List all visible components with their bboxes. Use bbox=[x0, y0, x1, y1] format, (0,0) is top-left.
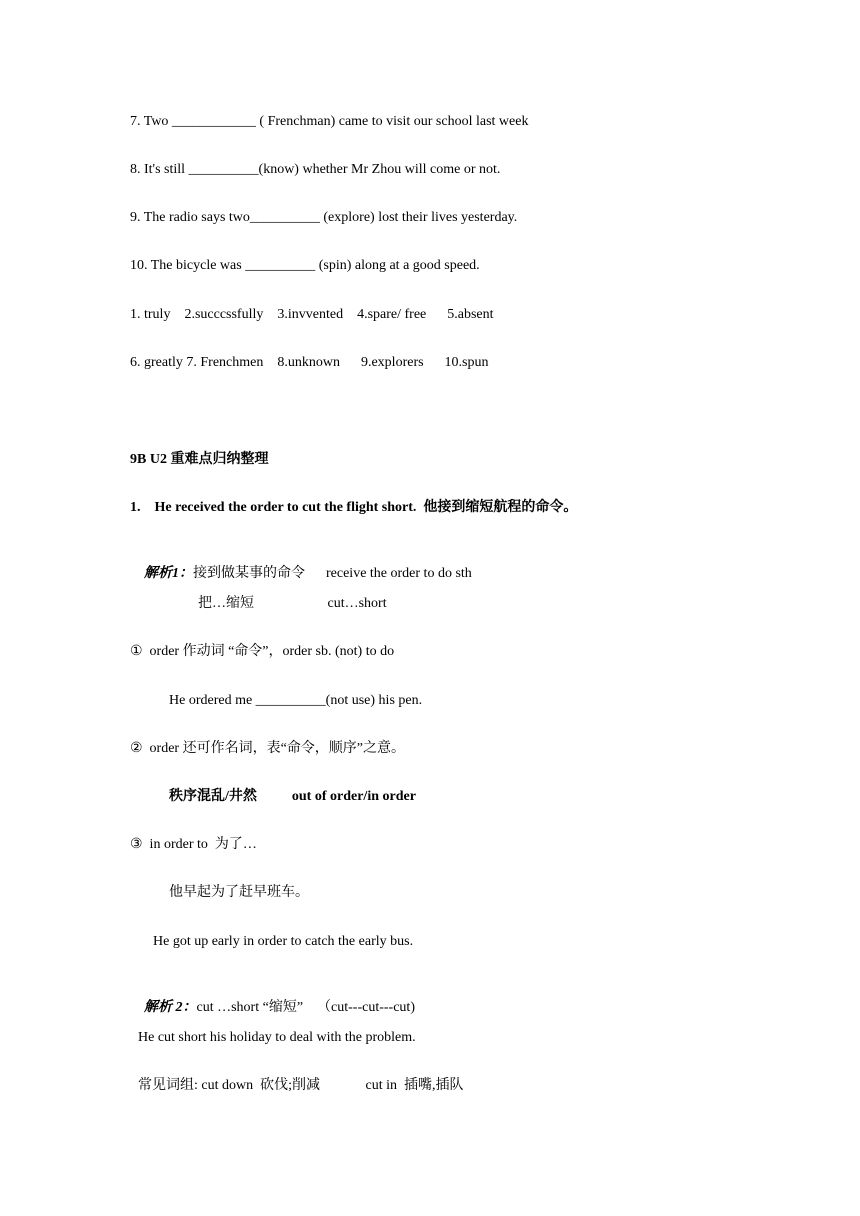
analysis-2-label: 解析 2： bbox=[144, 1000, 197, 1015]
order-noun-line: ② order 还可作名词，表“命令，顺序”之意。 bbox=[130, 741, 406, 756]
answer-line-1: 1. truly 2.succcssfully 3.invvented 4.spare/ free 5.absent bbox=[130, 307, 494, 322]
analysis-1-line-2: 把…缩短 cut…short bbox=[198, 596, 387, 611]
analysis-2-text: cut …short “缩短” （cut---cut---cut) bbox=[196, 1000, 415, 1015]
point-1-heading: 1. He received the order to cut the flight short. 他接到缩短航程的命令。 bbox=[130, 500, 578, 515]
in-order-to-example-en: He got up early in order to catch the early bus. bbox=[153, 934, 414, 949]
exercise-7: 7. Two ____________ ( Frenchman) came to visit our school last week bbox=[130, 114, 529, 129]
answer-line-2: 6. greatly 7. Frenchmen 8.unknown 9.explorers 10.spun bbox=[130, 355, 489, 370]
analysis-2-example: He cut short his holiday to deal with the problem. bbox=[138, 1030, 416, 1045]
analysis-2 bbox=[130, 981, 415, 1035]
order-verb-line: ① order 作动词 “命令”，order sb. (not) to do bbox=[130, 644, 395, 659]
in-order-to-line: ③ in order to 为了… bbox=[130, 837, 257, 852]
order-verb-example: He ordered me __________(not use) his pen. bbox=[169, 693, 423, 708]
analysis-2-phrases: 常见词组: cut down 砍伐;削减 cut in 插嘴,插队 bbox=[138, 1078, 464, 1093]
analysis-1 bbox=[130, 547, 472, 601]
exercise-9: 9. The radio says two__________ (explore) lost their lives yesterday. bbox=[130, 210, 518, 225]
analysis-1-label: 解析1： bbox=[144, 566, 193, 581]
order-noun-example: 秩序混乱/井然 out of order/in order bbox=[169, 789, 416, 804]
in-order-to-example-cn: 他早起为了赶早班车。 bbox=[169, 885, 309, 900]
exercise-10: 10. The bicycle was __________ (spin) along at a good speed. bbox=[130, 258, 480, 273]
analysis-1-text: 接到做某事的命令 receive the order to do sth bbox=[193, 566, 472, 581]
exercise-8: 8. It's still __________(know) whether Mr Zhou will come or not. bbox=[130, 162, 501, 177]
section-title: 9B U2 重难点归纳整理 bbox=[130, 452, 269, 467]
